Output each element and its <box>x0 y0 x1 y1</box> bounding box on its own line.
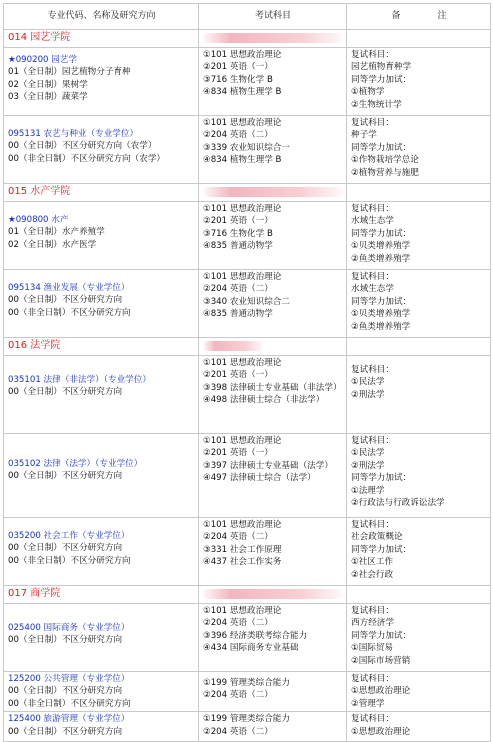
college-empty-cell <box>347 338 491 356</box>
note-line: 复试科目： <box>351 204 394 214</box>
exam-subject: ②201 英语（一） <box>203 62 273 73</box>
note-cell <box>347 712 491 742</box>
note-line: ①社区工作 <box>351 557 394 568</box>
header-note: 备 注 <box>347 4 491 30</box>
exam-subject: ①101 思想政治理论 <box>203 272 282 282</box>
program-row <box>4 116 491 184</box>
exam-subject: ①101 思想政治理论 <box>203 520 282 530</box>
exam-subject: ③396 经济类联考综合能力 <box>203 630 308 641</box>
exam-subject: ④434 国际商务专业基础 <box>203 643 299 654</box>
note-line: 复试科目： <box>351 365 394 375</box>
program-cell <box>4 356 199 434</box>
direction: 01（全日制）水产养殖学 <box>8 227 105 238</box>
college-name: 016 法学院 <box>8 340 61 352</box>
direction: 00（非全日制）不区分研究方向 <box>8 698 131 709</box>
college-redacted-cell <box>199 30 347 48</box>
direction: 00（全日制）不区分研究方向 <box>8 686 123 697</box>
exam-subject: ②204 英语（二） <box>203 618 273 629</box>
note-cell <box>347 202 491 270</box>
exam-subject: ①199 管理类综合能力 <box>203 714 290 725</box>
exam-subject: ①101 思想政治理论 <box>203 118 282 128</box>
table-header-row <box>4 4 491 30</box>
note-line: ①贝类增养殖学 <box>351 241 411 252</box>
program-cell <box>4 270 199 338</box>
exam-cell <box>199 116 347 184</box>
exam-subject: ④835 普通动物学 <box>203 309 273 320</box>
direction: 00（全日制）不区分研究方向 <box>8 543 123 554</box>
exam-cell <box>199 672 347 712</box>
direction: 00（非全日制）不区分研究方向 <box>8 307 131 318</box>
major-name: 035102 法律（法学）（专业学位） <box>8 459 143 469</box>
program-cell <box>4 672 199 712</box>
header-major: 专业代码、名称及研究方向 <box>4 4 199 30</box>
note-line: 复试科目： <box>351 606 394 616</box>
exam-subject: ④835 普通动物学 <box>203 241 273 252</box>
exam-cell <box>199 270 347 338</box>
note-line: ②生物统计学 <box>351 99 402 110</box>
program-row <box>4 48 491 116</box>
note-line: 同等学力加试： <box>351 630 412 641</box>
exam-subject: ①101 思想政治理论 <box>203 50 282 60</box>
college-empty-cell <box>347 30 491 48</box>
college-name-cell <box>4 586 199 604</box>
note-line: ①民法学 <box>351 448 385 459</box>
note-line: 水域生态学 <box>351 284 394 295</box>
exam-cell <box>199 712 347 742</box>
exam-subject: ③398 法律硕士专业基础（非法学） <box>203 382 342 393</box>
direction: 02（全日制）水产医学 <box>8 239 97 250</box>
exam-subject: ③331 社会工作原理 <box>203 544 282 555</box>
note-cell <box>347 604 491 672</box>
direction: 03（全日制）蔬菜学 <box>8 92 88 103</box>
exam-cell <box>199 604 347 672</box>
note-line: 同等学力加试： <box>351 142 412 153</box>
note-line: 同等学力加试： <box>351 296 412 307</box>
major-name: ★090800 水产 <box>8 215 69 225</box>
exam-subject: ④834 植物生理学 B <box>203 155 282 166</box>
college-name: 015 水产学院 <box>8 186 71 198</box>
college-row <box>4 586 491 604</box>
program-row <box>4 270 491 338</box>
note-line: ①思想政治理论 <box>351 686 411 697</box>
note-line: ②国际市场营销 <box>351 655 411 666</box>
note-cell <box>347 116 491 184</box>
direction: 00（全日制）不区分研究方向 <box>8 387 123 398</box>
exam-subject: ②204 英语（二） <box>203 284 273 295</box>
program-row <box>4 604 491 672</box>
program-row <box>4 202 491 270</box>
major-name: 125200 公共管理（专业学位） <box>8 674 130 684</box>
note-line: ①法理学 <box>351 485 385 496</box>
college-name-cell <box>4 338 199 356</box>
exam-cell <box>199 356 347 434</box>
exam-subject: ③716 生物化学 B <box>203 74 273 85</box>
note-line: 种子学 <box>351 130 377 141</box>
program-cell <box>4 518 199 586</box>
redaction-blur <box>203 33 343 43</box>
college-name: 017 商学院 <box>8 588 61 600</box>
note-line: 社会政策概论 <box>351 532 403 543</box>
exam-subject: ②201 英语（一） <box>203 448 273 459</box>
major-name: ★090200 园艺学 <box>8 55 78 65</box>
direction: 00（全日制）不区分研究方向（农学） <box>8 141 157 152</box>
major-name: 125400 旅游管理（专业学位） <box>8 714 130 725</box>
note-line: ②行政法与行政诉讼法学 <box>351 498 445 509</box>
note-line: ①植物学 <box>351 87 385 98</box>
exam-subject: ③397 法律硕士专业基础（法学） <box>203 460 333 471</box>
note-cell <box>347 672 491 712</box>
exam-subject: ②204 英语（二） <box>203 726 273 737</box>
note-line: ②管理学 <box>351 698 385 709</box>
college-empty-cell <box>347 184 491 202</box>
college-redacted-cell <box>199 184 347 202</box>
exam-subject: ①101 思想政治理论 <box>203 606 282 616</box>
college-redacted-cell <box>199 586 347 604</box>
note-line: 复试科目： <box>351 118 394 128</box>
exam-subject: ①101 思想政治理论 <box>203 204 282 214</box>
college-redacted-cell <box>199 338 347 356</box>
note-line: ①贝类增养殖学 <box>351 309 411 320</box>
college-row <box>4 30 491 48</box>
note-line: ②刑法学 <box>351 460 385 471</box>
program-row <box>4 434 491 518</box>
redaction-blur <box>203 589 343 599</box>
exam-subject: ①199 管理类综合能力 <box>203 678 290 688</box>
note-line: ②鱼类增养殖学 <box>351 321 411 332</box>
note-line: ②刑法学 <box>351 389 385 400</box>
program-row <box>4 518 491 586</box>
college-name: 014 园艺学院 <box>8 32 71 44</box>
note-line: ②社会行政 <box>351 569 394 580</box>
note-line: 复试科目： <box>351 272 394 282</box>
exam-cell <box>199 518 347 586</box>
exam-subject: ②204 英语（二） <box>203 532 273 543</box>
note-line: 同等学力加试： <box>351 74 412 85</box>
note-cell <box>347 356 491 434</box>
exam-subject: ③716 生物化学 B <box>203 228 273 239</box>
note-line: 复试科目： <box>351 714 394 725</box>
note-line: ①民法学 <box>351 377 385 388</box>
major-name: 095134 渔业发展（专业学位） <box>8 283 130 293</box>
exam-subject: ④498 法律硕士综合（非法学） <box>203 395 325 406</box>
exam-subject: ②204 英语（二） <box>203 130 273 141</box>
college-empty-cell <box>347 586 491 604</box>
exam-subject: ③339 农业知识综合一 <box>203 142 290 153</box>
major-name: 035200 社会工作（专业学位） <box>8 531 130 541</box>
note-line: 复试科目： <box>351 520 394 530</box>
note-line: 复试科目： <box>351 50 394 60</box>
note-line: ①国际贸易 <box>351 643 394 654</box>
redaction-blur <box>203 341 263 351</box>
exam-subject: ②201 英语（一） <box>203 370 273 381</box>
exam-subject: ②204 英语（二） <box>203 690 273 701</box>
program-row <box>4 712 491 742</box>
major-name: 025400 国际商务（专业学位） <box>8 623 130 633</box>
note-cell <box>347 270 491 338</box>
note-line: 同等学力加试： <box>351 228 412 239</box>
note-line: 同等学力加试： <box>351 473 412 484</box>
exam-subject: ①101 思想政治理论 <box>203 436 282 446</box>
exam-cell <box>199 434 347 518</box>
note-cell <box>347 434 491 518</box>
direction: 00（全日制）不区分研究方向 <box>8 635 123 646</box>
note-line: 西方经济学 <box>351 618 394 629</box>
program-cell <box>4 48 199 116</box>
note-line: 复试科目： <box>351 436 394 446</box>
note-line: ①思想政治理论 <box>351 726 411 737</box>
program-cell <box>4 712 199 742</box>
college-name-cell <box>4 30 199 48</box>
college-row <box>4 338 491 356</box>
note-line: ①作物栽培学总论 <box>351 155 419 166</box>
direction: 02（全日制）果树学 <box>8 79 88 90</box>
catalog-table <box>3 3 491 742</box>
note-cell <box>347 518 491 586</box>
program-cell <box>4 202 199 270</box>
exam-subject: ③340 农业知识综合二 <box>203 296 290 307</box>
note-line: 同等学力加试： <box>351 544 412 555</box>
header-exam: 考试科目 <box>199 4 347 30</box>
college-row <box>4 184 491 202</box>
exam-subject: ①101 思想政治理论 <box>203 358 282 368</box>
direction: 00（全日制）不区分研究方向 <box>8 726 123 737</box>
exam-cell <box>199 48 347 116</box>
note-line: 园艺植物育种学 <box>351 62 412 73</box>
major-name: 095131 农艺与种业（专业学位） <box>8 129 139 139</box>
program-row <box>4 672 491 712</box>
direction: 00（全日制）不区分研究方向 <box>8 295 123 306</box>
note-cell <box>347 48 491 116</box>
program-cell <box>4 116 199 184</box>
note-line: ②植物营养与施肥 <box>351 167 419 178</box>
direction: 01（全日制）园艺植物分子育种 <box>8 67 131 78</box>
program-cell <box>4 434 199 518</box>
direction: 00（非全日制）不区分研究方向 <box>8 555 131 566</box>
program-row <box>4 356 491 434</box>
college-name-cell <box>4 184 199 202</box>
exam-subject: ④437 社会工作实务 <box>203 557 282 568</box>
note-line: 水域生态学 <box>351 216 394 227</box>
major-name: 035101 法律（非法学）（专业学位） <box>8 375 151 385</box>
redaction-blur <box>203 187 343 197</box>
program-cell <box>4 604 199 672</box>
exam-subject: ②201 英语（一） <box>203 216 273 227</box>
exam-subject: ④834 植物生理学 B <box>203 87 282 98</box>
direction: 00（非全日制）不区分研究方向（农学） <box>8 153 166 164</box>
note-line: 复试科目： <box>351 674 394 684</box>
exam-cell <box>199 202 347 270</box>
exam-subject: ④497 法律硕士综合（法学） <box>203 473 316 484</box>
note-line: ②鱼类增养殖学 <box>351 253 411 264</box>
direction: 00（全日制）不区分研究方向 <box>8 471 123 482</box>
